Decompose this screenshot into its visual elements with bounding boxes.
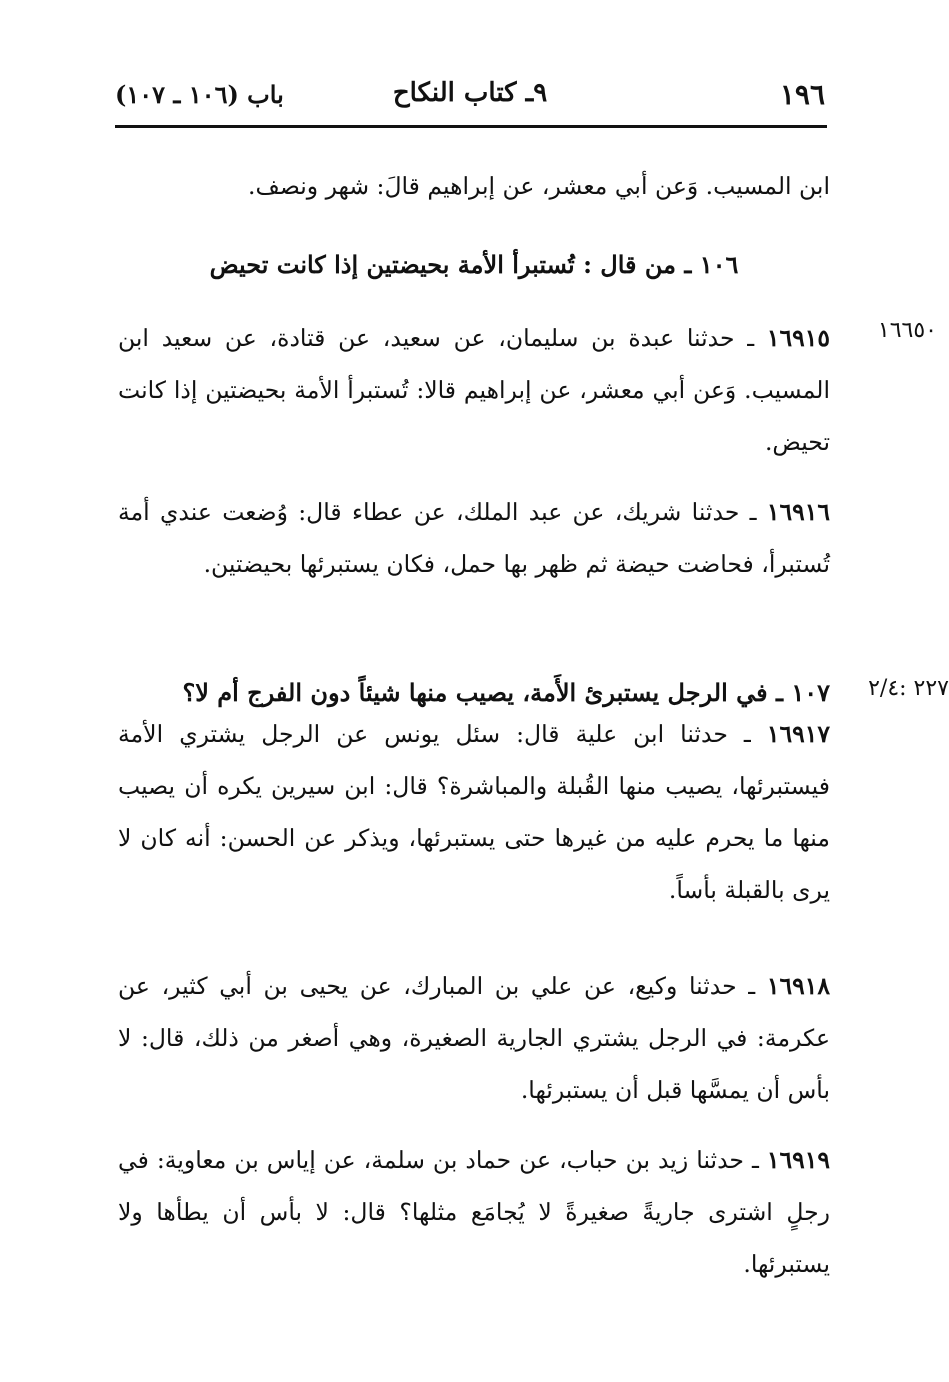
hadith-16919 bbox=[118, 1134, 830, 1290]
hadith-number: ١٦٩١٨ bbox=[766, 972, 830, 1000]
hadith-number: ١٦٩١٦ bbox=[766, 498, 830, 526]
margin-note-2: ٢٢٧ :٢/٤ bbox=[868, 676, 949, 701]
book-title: ٩ـ كتاب النكاح bbox=[392, 78, 548, 108]
hadith-number: ١٦٩١٥ bbox=[766, 324, 830, 352]
hadith-16915 bbox=[118, 312, 830, 468]
hadith-16917 bbox=[118, 708, 830, 916]
page-number: ١٩٦ bbox=[779, 78, 825, 111]
hadith-16916 bbox=[118, 486, 830, 590]
header-rule bbox=[115, 125, 827, 128]
hadith-text: ـ حدثنا وكيع، عن علي بن المبارك، عن يحيى بن أبي كثير، عن عكرمة: في الرجل يشتري الجارية الصغيرة، وهي أصغر من ذلك، قال: لا بأس أن يمسَّها قبل أن يستبرئها. bbox=[118, 972, 830, 1104]
chapter-range: باب (١٠٦ ـ ١٠٧) bbox=[115, 80, 284, 109]
intro-paragraph bbox=[118, 160, 830, 212]
hadith-text: ـ حدثنا عبدة بن سليمان، عن سعيد، عن قتادة، عن سعيد ابن المسيب. وَعن أبي معشر، عن إبراهيم قالا: تُستبرأ الأمة بحيضتين إذا كانت تحيض. bbox=[118, 324, 830, 456]
hadith-number: ١٦٩١٧ bbox=[766, 720, 830, 748]
hadith-text: ـ حدثنا شريك، عن عبد الملك، عن عطاء قال: وُضعت عندي أمة تُستبرأ، فحاضت حيضة ثم ظهر بها حمل، فكان يستبرئها بحيضتين. bbox=[118, 498, 830, 578]
chapter-107-title: ١٠٧ ـ في الرجل يستبرئ الأَمة، يصيب منها شيئاً دون الفرج أم لا؟ bbox=[182, 678, 830, 707]
hadith-16918 bbox=[118, 960, 830, 1116]
page-header bbox=[115, 78, 825, 118]
hadith-text: ـ حدثنا ابن علية قال: سئل يونس عن الرجل يشتري الأمة فيستبرئها، يصيب منها القُبلة والمباشرة؟ قال: ابن سيرين يكره أن يصيب منها ما يحرم عليه من غيرها حتى يستبرئها، ويذكر عن الحسن: أنه كان لا يرى بالقبلة بأساً. bbox=[118, 720, 830, 904]
hadith-text: ـ حدثنا زيد بن حباب، عن حماد بن سلمة، عن إياس بن معاوية: في رجلٍ اشترى جاريةً صغيرةً لا يُجامَع مثلها؟ قال: لا بأس أن يطأها ولا يستبرئها. bbox=[118, 1146, 830, 1278]
margin-note-1: ١٦٦٥٠ bbox=[877, 318, 937, 343]
hadith-number: ١٦٩١٩ bbox=[766, 1146, 830, 1174]
intro-text: ابن المسيب. وَعن أبي معشر، عن إبراهيم قالَ: شهر ونصف. bbox=[248, 172, 830, 200]
chapter-106-title: ١٠٦ ـ من قال : تُستبرأ الأمة بحيضتين إذا كانت تحيض bbox=[209, 250, 739, 279]
